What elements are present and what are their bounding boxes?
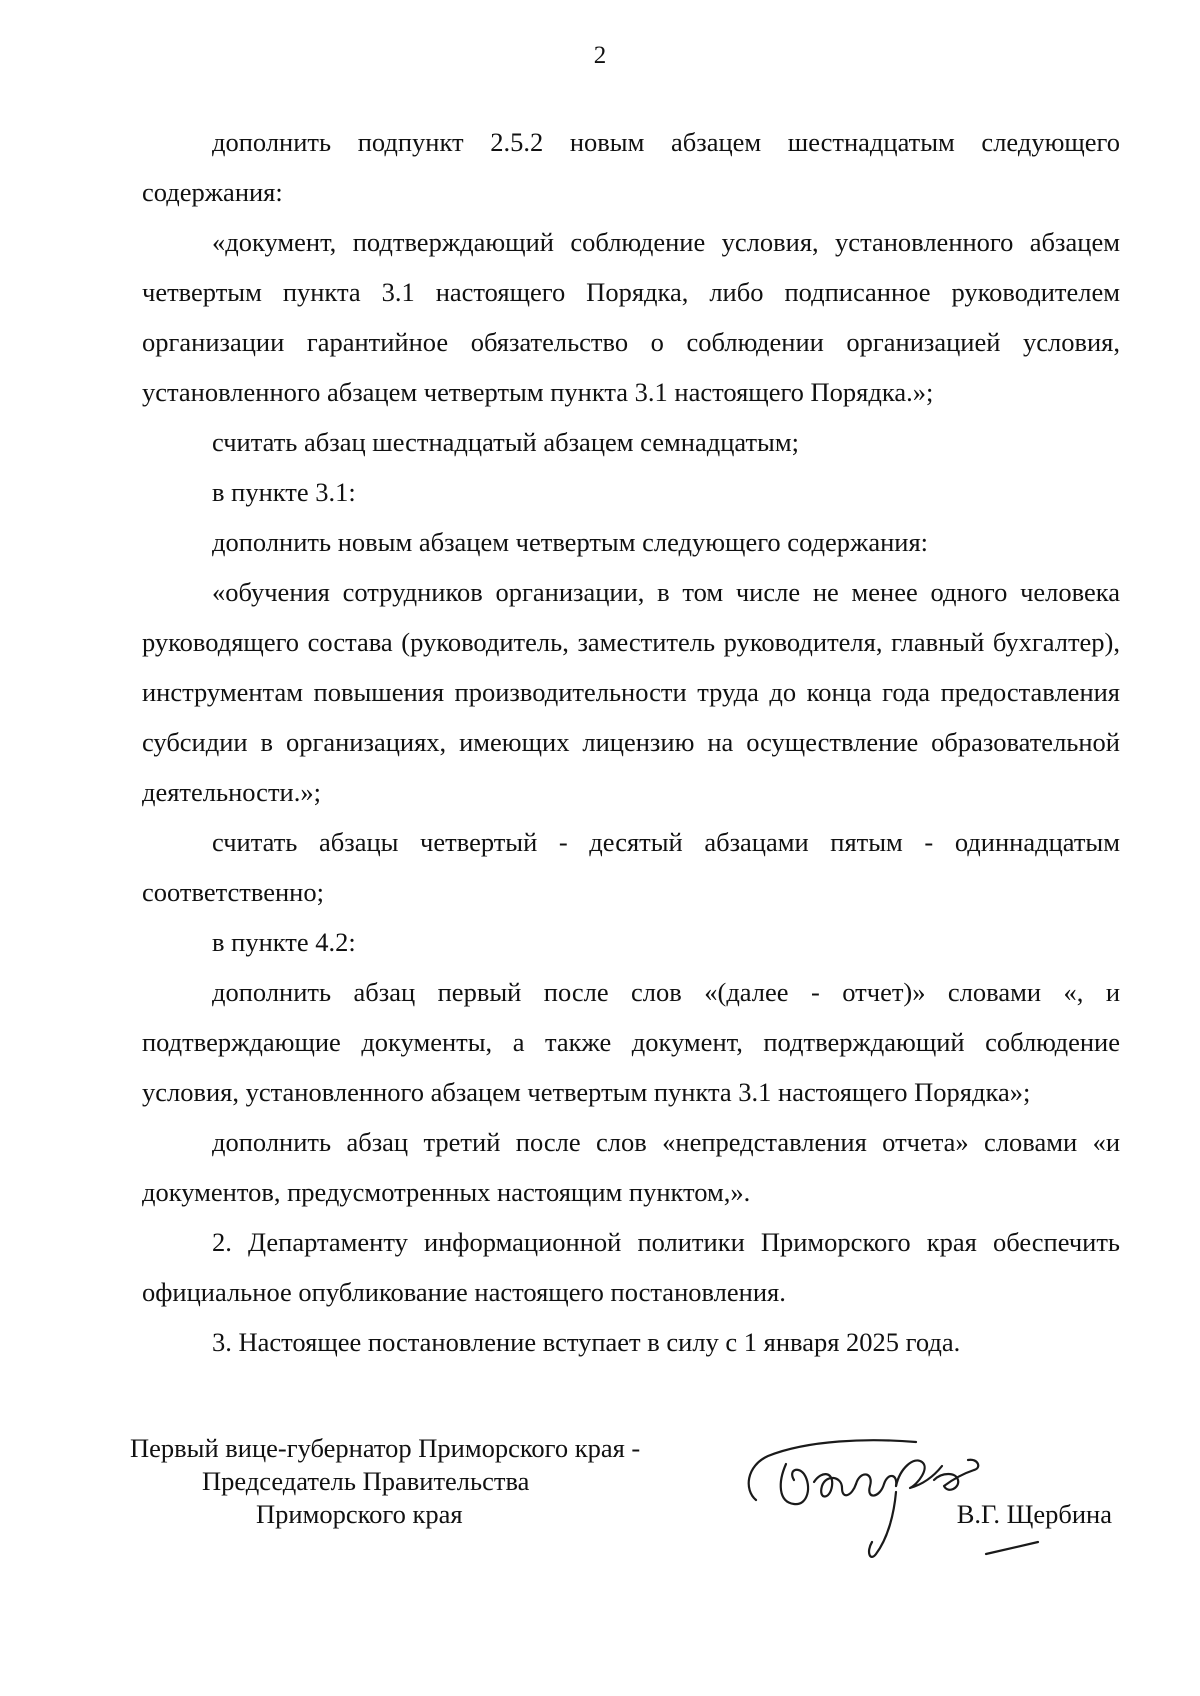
paragraph-add-fourth: дополнить новым абзацем четвертым следующего содержания: bbox=[212, 527, 929, 557]
handwritten-signature bbox=[738, 1422, 1078, 1572]
signature-block bbox=[130, 1432, 1120, 1632]
paragraph-item-3: 3. Настоящее постановление вступает в силу с 1 января 2025 года. bbox=[212, 1327, 961, 1357]
paragraph-renumber-4-10: считать абзацы четвертый - десятый абзацами пятым - одиннадцатым соответственно; bbox=[142, 827, 1120, 907]
paragraph-renumber-16: считать абзац шестнадцатый абзацем семнадцатым; bbox=[212, 427, 799, 457]
page-number: 2 bbox=[593, 42, 607, 69]
signer-position-line-2: Председатель Правительства bbox=[202, 1466, 530, 1496]
paragraph-clause-4-2: в пункте 4.2: bbox=[212, 927, 356, 957]
signer-position-line-1: Первый вице-губернатор Приморского края - bbox=[130, 1433, 641, 1463]
signatory-name: В.Г. Щербина bbox=[956, 1499, 1112, 1529]
paragraph-amend-first: дополнить абзац первый после слов «(далее - отчет)» словами «, и подтверждающие документы, а также документ, подтверждающий соблюдение условия, установленного абзацем четвертым пункта 3.1 настоящего Порядка»; bbox=[142, 977, 1120, 1107]
document-body bbox=[142, 117, 1120, 1367]
paragraph-quote-document: «документ, подтверждающий соблюдение условия, установленного абзацем четвертым пункта 3.1 настоящего Порядка, либо подписанное руководителем организации гарантийное обязательство о соблюдении организацией условия, установленного абзацем четвертым пункта 3.1 настоящего Порядка.»; bbox=[142, 227, 1120, 407]
paragraph-amend-2-5-2: дополнить подпункт 2.5.2 новым абзацем шестнадцатым следующего содержания: bbox=[142, 127, 1120, 207]
paragraph-item-2: 2. Департаменту информационной политики Приморского края обеспечить официальное опубликование настоящего постановления. bbox=[142, 1227, 1120, 1307]
paragraph-clause-3-1: в пункте 3.1: bbox=[212, 477, 356, 507]
signer-position-line-3: Приморского края bbox=[256, 1499, 463, 1529]
paragraph-quote-training: «обучения сотрудников организации, в том числе не менее одного человека руководящего состава (руководитель, заместитель руководителя, главный бухгалтер), инструментам повышения производительности труда до конца года предоставления субсидии в организациях, имеющих лицензию на осуществление образовательной деятельности.»; bbox=[142, 577, 1120, 807]
paragraph-amend-third: дополнить абзац третий после слов «непредставления отчета» словами «и документов, предусмотренных настоящим пунктом,». bbox=[142, 1127, 1120, 1207]
